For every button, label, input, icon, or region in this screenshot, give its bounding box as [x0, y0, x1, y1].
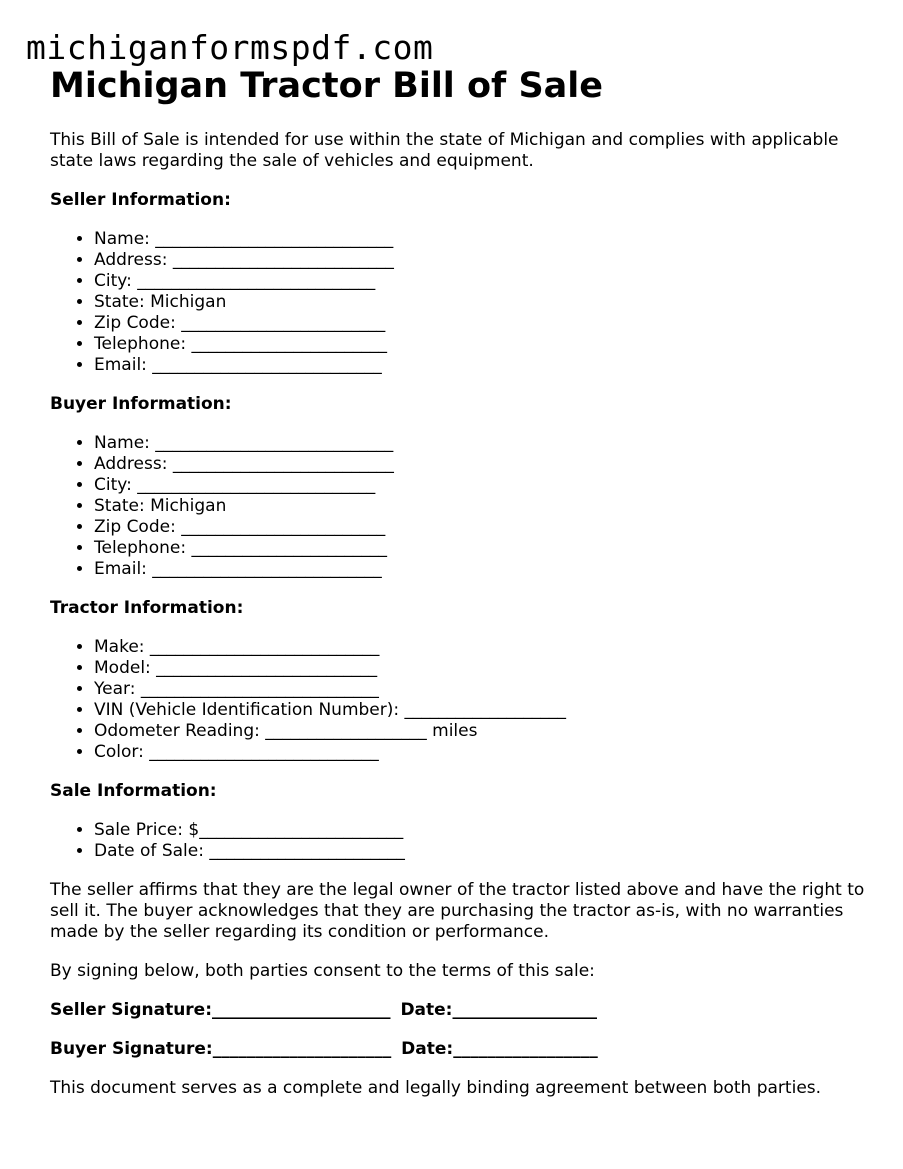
buyer-signature-label: Buyer Signature:_____________________	[50, 1039, 392, 1059]
tractor-year-field: • Year: ____________________________	[94, 679, 870, 700]
buyer-signature-line	[50, 1039, 870, 1060]
buyer-name-field: • Name: ____________________________	[94, 433, 870, 454]
buyer-address-field: • Address: __________________________	[94, 454, 870, 475]
buyer-state-field: • State: Michigan	[94, 496, 870, 517]
seller-signature-line	[50, 1000, 870, 1021]
seller-telephone-field: • Telephone: _______________________	[94, 334, 870, 355]
consent-paragraph: By signing below, both parties consent to the terms of this sale:	[50, 961, 595, 981]
tractor-section-heading: Tractor Information:	[50, 598, 244, 618]
buyer-email-field: • Email: ___________________________	[94, 559, 870, 580]
buyer-telephone-field: • Telephone: _______________________	[94, 538, 870, 559]
tractor-vin-field: • VIN (Vehicle Identification Number): ___________________	[94, 700, 870, 721]
tractor-odometer-field: • Odometer Reading: ___________________ miles	[94, 721, 870, 742]
intro-paragraph: This Bill of Sale is intended for use within the state of Michigan and complies with applicable state laws regarding the sale of vehicles and equipment.	[50, 130, 839, 171]
tractor-color-field: • Color: ___________________________	[94, 742, 870, 763]
seller-address-field: • Address: __________________________	[94, 250, 870, 271]
seller-email-field: • Email: ___________________________	[94, 355, 870, 376]
buyer-zip-field: • Zip Code: ________________________	[94, 517, 870, 538]
document-title: Michigan Tractor Bill of Sale	[50, 66, 604, 106]
seller-signature-date: Date:_________________	[400, 1000, 597, 1020]
closing-paragraph: This document serves as a complete and legally binding agreement between both parties.	[50, 1078, 822, 1098]
affirmation-paragraph: The seller affirms that they are the legal owner of the tractor listed above and have the right to sell it. The buyer acknowledges that they are purchasing the tractor as-is, with no warranties made by the seller regarding its condition or performance.	[50, 880, 865, 942]
seller-name-field: • Name: ____________________________	[94, 229, 870, 250]
tractor-model-field: • Model: __________________________	[94, 658, 870, 679]
seller-zip-field: • Zip Code: ________________________	[94, 313, 870, 334]
sale-section-heading: Sale Information:	[50, 781, 217, 801]
document-body	[50, 130, 870, 1099]
tractor-make-field: • Make: ___________________________	[94, 637, 870, 658]
seller-info-list	[50, 229, 870, 376]
seller-city-field: • City: ____________________________	[94, 271, 870, 292]
buyer-info-list	[50, 433, 870, 580]
sale-price-field: • Sale Price: $________________________	[94, 820, 870, 841]
buyer-city-field: • City: ____________________________	[94, 475, 870, 496]
tractor-info-list	[50, 637, 870, 763]
seller-signature-label: Seller Signature:_____________________	[50, 1000, 391, 1020]
buyer-signature-date: Date:_________________	[401, 1039, 598, 1059]
seller-section-heading: Seller Information:	[50, 190, 231, 210]
buyer-section-heading: Buyer Information:	[50, 394, 232, 414]
sale-info-list	[50, 820, 870, 862]
watermark-text: michiganformspdf.com	[26, 28, 434, 67]
sale-date-field: • Date of Sale: _______________________	[94, 841, 870, 862]
seller-state-field: • State: Michigan	[94, 292, 870, 313]
